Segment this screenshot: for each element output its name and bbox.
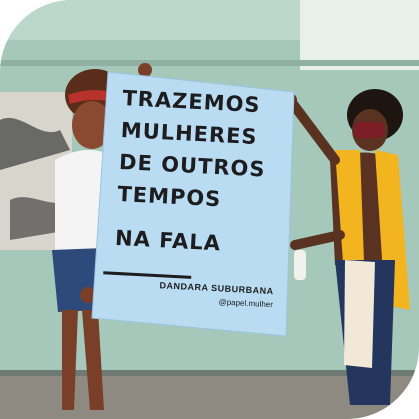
poster-line-2: MULHERES	[120, 118, 259, 150]
raised-hand-left	[138, 63, 152, 77]
white-column	[300, 0, 419, 70]
poster-line-1: TRAZEMOS	[121, 86, 262, 118]
poster-line-4: TEMPOS	[116, 181, 222, 212]
poster-line-5: NA FALA	[114, 225, 222, 256]
tote-bag	[344, 260, 375, 368]
water-bottle	[294, 250, 306, 280]
wall-ledge	[0, 60, 419, 66]
poster-signature: DANDARA SUBURBANA	[159, 280, 274, 297]
poster-rule	[103, 271, 191, 279]
face-mask	[354, 122, 384, 138]
poster-text-block	[97, 75, 295, 334]
poster-line-3: DE OUTROS	[118, 149, 267, 182]
poster-handle: @papel.mulher	[218, 297, 274, 310]
